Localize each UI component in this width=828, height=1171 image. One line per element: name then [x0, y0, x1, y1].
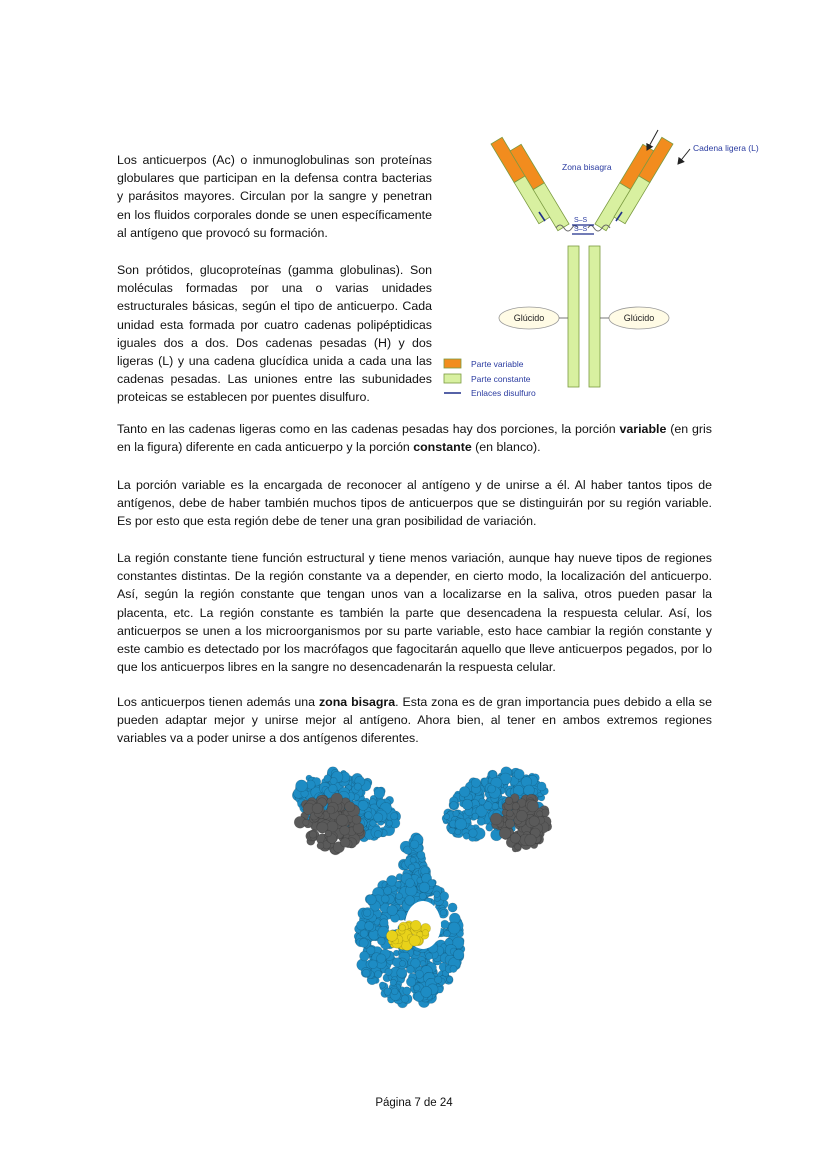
glucid-left-label: Glúcido [513, 313, 545, 323]
legend-variable-swatch [444, 359, 461, 368]
ss-label-lower: S–S [574, 226, 588, 233]
light-chain-label: Cadena ligera (L) [693, 143, 759, 153]
legend-constant-label: Parte constante [471, 374, 531, 384]
legend-constant-swatch [444, 374, 461, 383]
antibody-3d-render [285, 765, 555, 1020]
right-heavy-stem [589, 246, 600, 387]
glucid-right-label: Glúcido [623, 313, 655, 323]
constant-paragraph: La región constante tiene función estructural y tiene menos variación, aunque hay nueve tipos de regiones constantes distintas. De la región constante va a depender, en cierto modo, la localización del anticuerpo. Así, según la región constante que tengan unos van a localizarse en la saliva, otros pueden pasar la placenta, etc. La región constante es también la parte que desencadena la respuesta celular. Así, los anticuerpos se unen a los microorganismos por su parte variable, esto hace cambiar la región constante y este cambio es detectado por los macrófagos que fagocitarán aquello que lleve anticuerpos pegados, por lo que los anticuerpos libres en la sangre no desencadenarán la respuesta celular. [117, 551, 712, 675]
diagram-legend [444, 359, 536, 398]
left-heavy-stem [568, 246, 579, 387]
structure-paragraph: Son prótidos, glucoproteínas (gamma globulinas). Son moléculas formadas por una o varias unidades estructurales básicas, según el tipo de anticuerpo. Cada unidad esta formada por cuatro cadenas polipéptidicas iguales dos a dos. Dos cadenas pesadas (H) y dos ligeras (L) y una cadena glucídica unida a cada una las cadenas pesadas. Las uniones entre las subunidades proteicas se establecen por puentes disulfuro. [117, 263, 432, 405]
hinge-label: Zona bisagra [562, 162, 612, 172]
hinge-paragraph: Los anticuerpos tienen además una zona bisagra. Esta zona es de gran importancia pues debido a ella se pueden adaptar mejor y unirse mejor al antígeno. Ahora bien, al tener en ambos extremos regiones variables va a poder unirse a dos antígenos diferentes. [117, 695, 713, 746]
legend-disulfide-label: Enlaces disulfuro [471, 388, 536, 398]
intro-paragraph: Los anticuerpos (Ac) o inmunoglobulinas son proteínas globulares que participan en la defensa contra bacterias y parásitos mayores. Circulan por la sangre y penetran en los fluidos corporales donde se unen específicamente al antígeno que provocó su formación. [117, 153, 432, 240]
antibody-diagram [438, 125, 778, 403]
ss-label-upper: S–S [574, 217, 588, 224]
page-number: Página 7 de 24 [375, 1096, 453, 1109]
variable-paragraph: La porción variable es la encargada de reconocer al antígeno y de unirse a él. Al haber tantos tipos de antígenos, debe de haber también muchos tipos de anticuerpos que se distinguirán por su región variable. Es por esto que esta región debe de tener una gran posibilidad de variación. [117, 478, 712, 529]
legend-variable-label: Parte variable [471, 359, 524, 369]
portions-paragraph: Tanto en las cadenas ligeras como en las cadenas pesadas hay dos porciones, la porción variable (en gris en la figura) diferente en cada anticuerpo y la porción constante (en blanco). [117, 422, 712, 455]
light-chain-arrow-2 [678, 149, 690, 164]
